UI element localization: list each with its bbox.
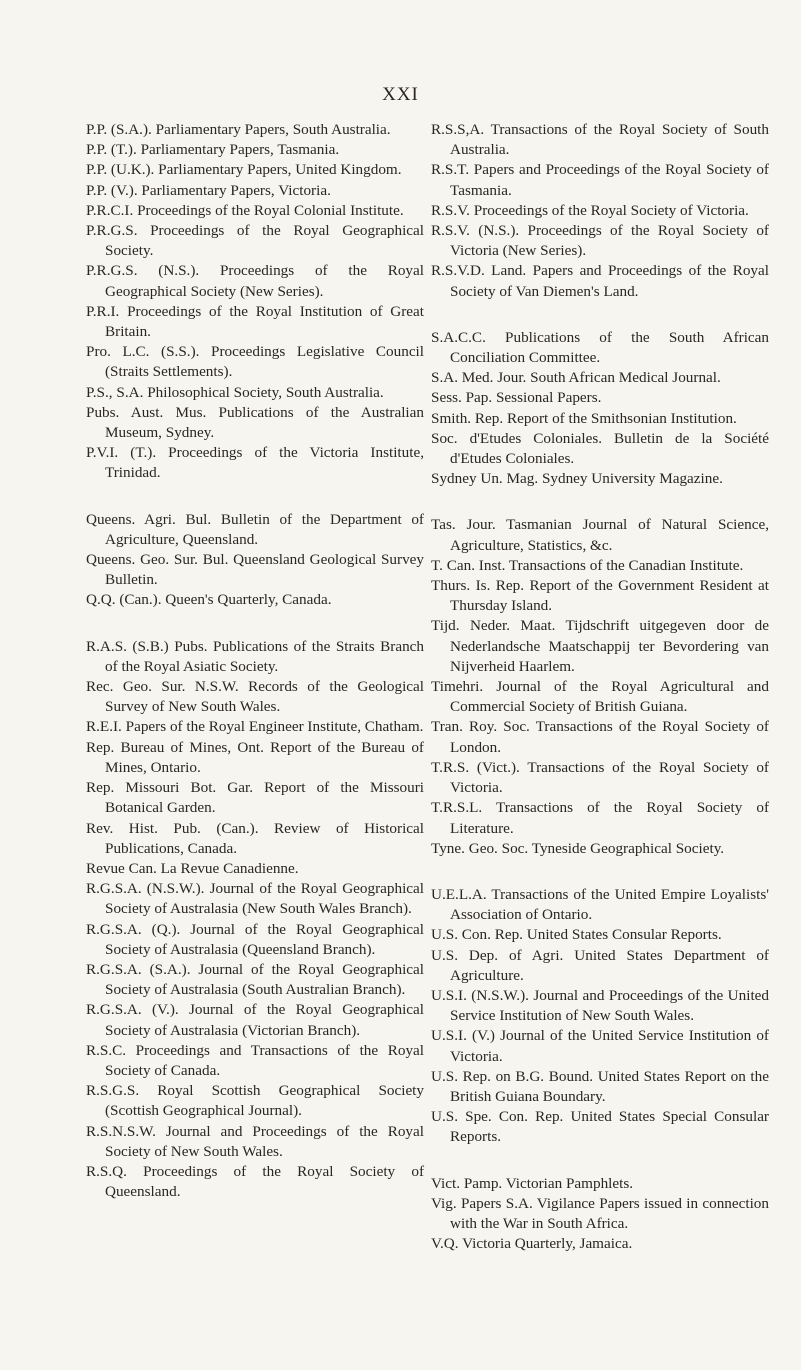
abbreviation-entry: Queens. Geo. Sur. Bul. Queensland Geological Survey Bulletin.	[86, 551, 424, 589]
abbreviation-entry: P.R.I. Proceedings of the Royal Institution of Great Britain.	[86, 302, 424, 341]
abbreviation-entry: Timehri. Journal of the Royal Agricultural and Commercial Society of British Guiana.	[431, 678, 769, 716]
abbreviation-entry: R.S.Q. Proceedings of the Royal Society of Queensland.	[86, 1162, 424, 1201]
group-spacer	[86, 611, 424, 637]
abbreviation-entry: Tran. Roy. Soc. Transactions of the Royal Society of London.	[431, 718, 769, 756]
abbreviation-entry: R.E.I. Papers of the Royal Engineer Institute, Chatham.	[86, 718, 424, 736]
abbreviation-entry: U.E.L.A. Transactions of the United Empire Loyalists' Association of Ontario.	[431, 885, 769, 924]
abbreviation-entry: Soc. d'Etudes Coloniales. Bulletin de la Société d'Etudes Coloniales.	[431, 429, 769, 468]
abbreviation-entry: R.S.S,A. Transactions of the Royal Society of South Australia.	[431, 121, 769, 159]
abbreviation-entry: Q.Q. (Can.). Queen's Quarterly, Canada.	[86, 591, 332, 609]
abbreviation-entry: Smith. Rep. Report of the Smithsonian Institution.	[431, 409, 737, 427]
abbreviation-entry: U.S.I. (V.) Journal of the United Service Institution of Victoria.	[431, 1027, 769, 1065]
abbreviation-entry: R.S.V.D. Land. Papers and Proceedings of the Royal Society of Van Diemen's Land.	[431, 262, 769, 300]
abbreviation-entry: P.S., S.A. Philosophical Society, South Australia.	[86, 383, 384, 401]
abbreviation-entry: R.S.V. (N.S.). Proceedings of the Royal Society of Victoria (New Series).	[431, 222, 769, 260]
abbreviation-entry: Tijd. Neder. Maat. Tijdschrift uitgegeven door de Nederlandsche Maatschappij ter Bevordering van Nijverheid Haarlem.	[431, 617, 769, 675]
page-number: XXI	[382, 84, 419, 105]
abbreviation-entry: R.S.C. Proceedings and Transactions of the Royal Society of Canada.	[86, 1041, 424, 1079]
abbreviation-entry: P.R.C.I. Proceedings of the Royal Colonial Institute.	[86, 201, 404, 219]
abbreviation-entry: P.V.I. (T.). Proceedings of the Victoria Institute, Trinidad.	[86, 444, 424, 482]
abbreviation-entry: U.S. Dep. of Agri. United States Department of Agriculture.	[431, 946, 769, 984]
abbreviation-entry: Tyne. Geo. Soc. Tyneside Geographical Society.	[431, 839, 725, 857]
abbreviation-entry: Revue Can. La Revue Canadienne.	[86, 859, 299, 877]
abbreviation-entry: Thurs. Is. Rep. Report of the Government Resident at Thursday Island.	[431, 577, 769, 615]
group-spacer	[431, 489, 769, 515]
abbreviation-entry: R.A.S. (S.B.) Pubs. Publications of the Straits Branch of the Royal Asiatic Society.	[86, 637, 424, 675]
abbreviation-entry: Pubs. Aust. Mus. Publications of the Australian Museum, Sydney.	[86, 403, 424, 442]
abbreviation-entry: R.G.S.A. (N.S.W.). Journal of the Royal Geographical Society of Australasia (New South Wales Branch).	[86, 880, 424, 918]
abbreviation-entry: Rep. Bureau of Mines, Ont. Report of the Bureau of Mines, Ontario.	[86, 738, 424, 776]
abbreviation-entry: Rep. Missouri Bot. Gar. Report of the Missouri Botanical Garden.	[86, 779, 424, 817]
abbreviation-entry: Vict. Pamp. Victorian Pamphlets.	[431, 1174, 634, 1192]
abbreviation-entry: R.G.S.A. (V.). Journal of the Royal Geographical Society of Australasia (Victorian Branch).	[86, 1001, 424, 1039]
abbreviation-entry: P.P. (S.A.). Parliamentary Papers, South Australia.	[86, 121, 391, 138]
abbreviation-entry: U.S. Rep. on B.G. Bound. United States Report on the British Guiana Boundary.	[431, 1067, 769, 1105]
abbreviation-entry: U.S.I. (N.S.W.). Journal and Proceedings of the United Service Institution of New South Wales.	[431, 986, 769, 1025]
group-spacer	[431, 302, 769, 328]
abbreviation-entry: R.G.S.A. (Q.). Journal of the Royal Geographical Society of Australasia (Queensland Branch).	[86, 920, 424, 958]
abbreviation-entry: Queens. Agri. Bul. Bulletin of the Department of Agriculture, Queensland.	[86, 510, 424, 548]
abbreviation-entry: R.S.G.S. Royal Scottish Geographical Society (Scottish Geographical Journal).	[86, 1082, 424, 1120]
abbreviation-entry: Tas. Jour. Tasmanian Journal of Natural Science, Agriculture, Statistics, &c.	[431, 516, 769, 554]
abbreviation-entry: P.P. (V.). Parliamentary Papers, Victoria.	[86, 181, 331, 199]
group-spacer	[431, 859, 769, 885]
abbreviation-entry: T. Can. Inst. Transactions of the Canadian Institute.	[431, 556, 744, 574]
abbreviation-entry: Pro. L.C. (S.S.). Proceedings Legislative Council (Straits Settlements).	[86, 343, 424, 381]
abbreviation-entry: Rec. Geo. Sur. N.S.W. Records of the Geological Survey of New South Wales.	[86, 678, 424, 716]
abbreviation-entry: T.R.S.L. Transactions of the Royal Society of Literature.	[431, 799, 769, 837]
right-column	[431, 120, 769, 1254]
group-spacer	[86, 484, 424, 510]
abbreviation-entry: P.R.G.S. (N.S.). Proceedings of the Royal Geographical Society (New Series).	[86, 262, 424, 300]
abbreviation-entry: P.P. (U.K.). Parliamentary Papers, United Kingdom.	[86, 161, 402, 179]
abbreviation-entry: P.P. (T.). Parliamentary Papers, Tasmania.	[86, 141, 340, 159]
abbreviation-entry: S.A.C.C. Publications of the South African Conciliation Committee.	[431, 328, 769, 367]
abbreviation-entry: Vig. Papers S.A. Vigilance Papers issued in connection with the War in South Africa.	[431, 1194, 769, 1232]
abbreviation-entry: Rev. Hist. Pub. (Can.). Review of Historical Publications, Canada.	[86, 819, 424, 857]
abbreviation-entry: U.S. Spe. Con. Rep. United States Special Consular Reports.	[431, 1108, 769, 1146]
abbreviation-entry: Sydney Un. Mag. Sydney University Magazine.	[431, 470, 723, 488]
left-column	[86, 120, 424, 1202]
abbreviation-entry: R.G.S.A. (S.A.). Journal of the Royal Geographical Society of Australasia (South Australian Branch).	[86, 960, 424, 999]
abbreviation-entry: S.A. Med. Jour. South African Medical Journal.	[431, 369, 721, 387]
abbreviation-entry: V.Q. Victoria Quarterly, Jamaica.	[431, 1235, 633, 1253]
abbreviation-entry: R.S.N.S.W. Journal and Proceedings of the Royal Society of New South Wales.	[86, 1122, 424, 1160]
abbreviation-entry: U.S. Con. Rep. United States Consular Reports.	[431, 926, 722, 944]
group-spacer	[431, 1148, 769, 1174]
abbreviation-entry: R.S.T. Papers and Proceedings of the Royal Society of Tasmania.	[431, 161, 769, 199]
abbreviation-entry: Sess. Pap. Sessional Papers.	[431, 389, 602, 407]
abbreviation-entry: P.R.G.S. Proceedings of the Royal Geographical Society.	[86, 222, 424, 260]
abbreviation-entry: T.R.S. (Vict.). Transactions of the Royal Society of Victoria.	[431, 758, 769, 797]
abbreviation-entry: R.S.V. Proceedings of the Royal Society of Victoria.	[431, 201, 749, 219]
